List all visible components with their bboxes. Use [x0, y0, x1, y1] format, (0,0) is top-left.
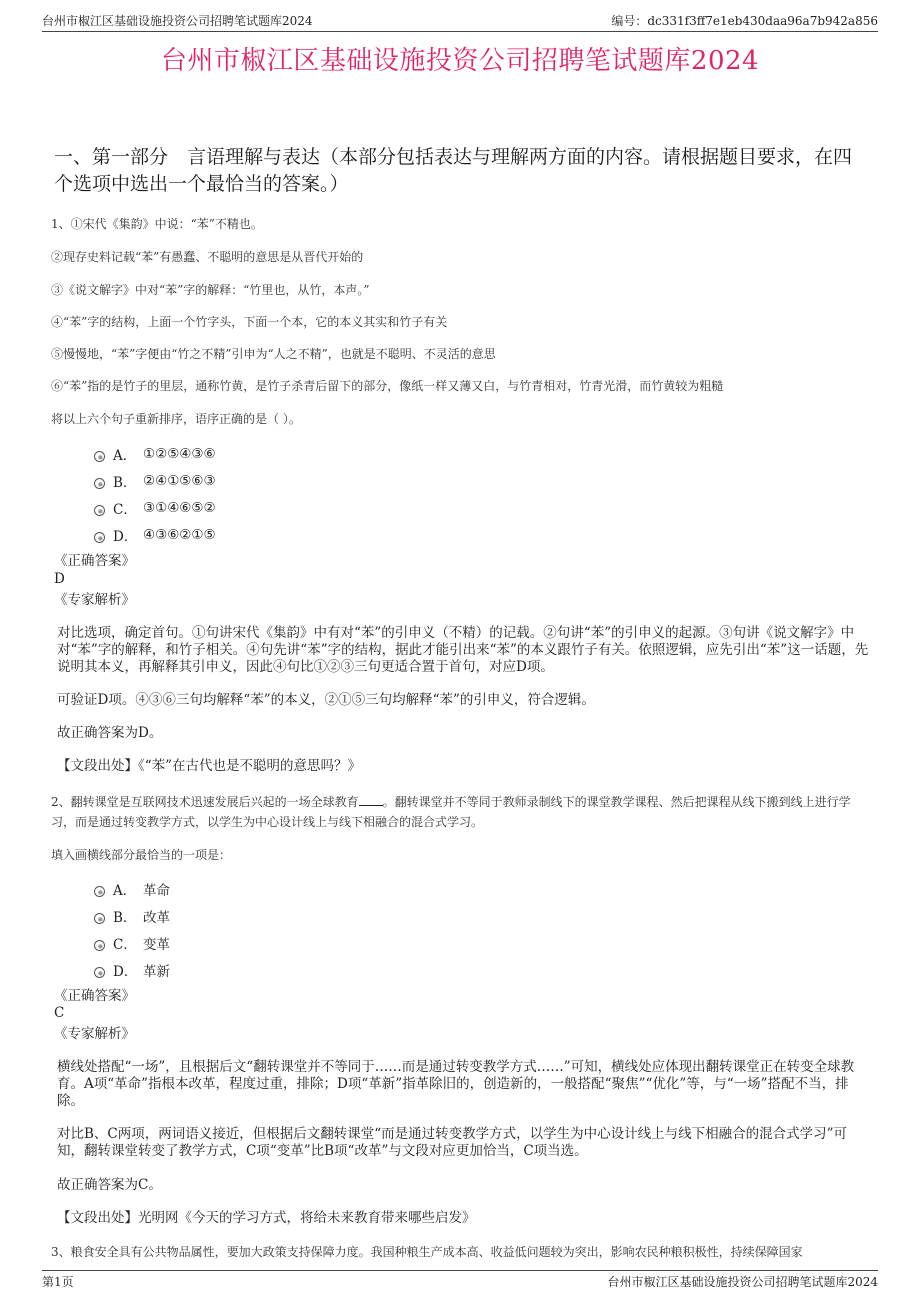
q1-analysis-2: 可验证D项。④③⑥三句均解释“苯”的本义，②①⑤三句均解释“苯”的引申义，符合逻辑。 [57, 692, 595, 708]
header-doc-title: 台州市椒江区基础设施投资公司招聘笔试题库2024 [42, 14, 313, 28]
page-title: 台州市椒江区基础设施投资公司招聘笔试题库2024 [160, 46, 760, 76]
option-label: B． [113, 910, 137, 926]
q2-prompt: 填入画横线部分最恰当的一项是： [51, 848, 232, 862]
q1-prompt: 将以上六个句子重新排序，语序正确的是（ ）。 [51, 412, 301, 426]
option-text: 革命 [143, 883, 170, 899]
q1-line-2: ②现存史料记载“苯”有愚蠢、不聪明的意思是从晋代开始的 [51, 250, 364, 264]
q2-option-b[interactable] [94, 906, 170, 926]
page-header [42, 12, 878, 32]
page-number: 第1页 [42, 1275, 74, 1289]
q1-line-4: ④“苯”字的结构，上面一个竹字头，下面一个本，它的本义其实和竹子有关 [51, 315, 448, 329]
option-label: A． [113, 883, 137, 899]
radio-icon[interactable] [94, 940, 105, 951]
fill-blank [359, 793, 383, 806]
radio-icon[interactable] [94, 532, 105, 543]
option-label: B． [113, 475, 137, 491]
q2-answer: C [54, 1005, 65, 1021]
q2-option-c[interactable] [94, 933, 170, 953]
radio-icon[interactable] [94, 451, 105, 462]
option-label: D． [113, 964, 138, 980]
q2-option-a[interactable] [94, 879, 170, 899]
radio-icon[interactable] [94, 967, 105, 978]
q1-source: 【文段出处】《“苯”在古代也是不聪明的意思吗？》 [57, 758, 362, 774]
q3-stem: 3、粮食安全具有公共物品属性，要加大政策支持保障力度。我国种粮生产成本高、收益低问题较为突出，影响农民种粮积极性，持续保障国家 [51, 1245, 803, 1259]
radio-icon[interactable] [94, 913, 105, 924]
q2-stem [51, 792, 871, 832]
page-footer [42, 1270, 878, 1290]
option-text: ③①④⑥⑤② [143, 500, 216, 516]
q1-line-1: 1、①宋代《集韵》中说：“苯”不精也。 [51, 217, 263, 231]
q2-option-d[interactable] [94, 960, 170, 980]
option-label: A． [113, 448, 137, 464]
option-text: ①②⑤④③⑥ [143, 446, 216, 462]
option-label: D． [113, 529, 138, 545]
option-text: ②④①⑤⑥③ [143, 473, 216, 489]
q1-line-6: ⑥“苯”指的是竹子的里层，通称竹黄，是竹子杀青后留下的部分，像纸一样又薄又白，与竹青相对，竹青光滑，而竹黄较为粗糙 [51, 379, 724, 393]
q1-option-a[interactable] [94, 444, 216, 464]
option-text: 变革 [143, 937, 170, 953]
option-label: C． [113, 502, 137, 518]
option-text: 革新 [143, 964, 170, 980]
q1-option-d[interactable] [94, 525, 216, 545]
q2-source: 【文段出处】光明网《今天的学习方式，将给未来教育带来哪些启发》 [57, 1210, 476, 1226]
q1-answer-label: 《正确答案》 [54, 553, 135, 569]
option-label: C． [113, 937, 137, 953]
q1-analysis-3: 故正确答案为D。 [57, 725, 163, 741]
q2-answer-label: 《正确答案》 [54, 988, 135, 1004]
q1-option-b[interactable] [94, 471, 216, 491]
option-text: 改革 [143, 910, 170, 926]
q2-stem-part-2: 。翻转课堂并不等同于教师录制线下的课堂教学课程、然后把课程从线下搬到线上进行学习，而是通过转变教学方式，以学生为中心设计线上与线下相融合的混合式学习。 [51, 795, 851, 829]
footer-doc-title: 台州市椒江区基础设施投资公司招聘笔试题库2024 [607, 1275, 878, 1289]
section-heading: 一、第一部分 言语理解与表达（本部分包括表达与理解两方面的内容。请根据题目要求，在四个选项中选出一个最恰当的答案。） [54, 146, 853, 195]
header-doc-id: 编号：dc331f3ff7e1eb430daa96a7b942a856 [611, 14, 878, 28]
q2-analysis-2: 对比B、C两项，两词语义接近，但根据后文翻转课堂“而是通过转变教学方式，以学生为中心设计线上与线下相融合的混合式学习”可知，翻转课堂转变了教学方式，C项“变革”比B项“改革”与文段对应更加恰当，C项当选。 [57, 1126, 848, 1159]
q1-answer: D [54, 571, 65, 587]
radio-icon[interactable] [94, 505, 105, 516]
radio-icon[interactable] [94, 478, 105, 489]
q1-analysis-1: 对比选项，确定首句。①句讲宋代《集韵》中有对“苯”的引申义（不精）的记载。②句讲“苯”的引申义的起源。③句讲《说文解字》中对“苯”字的解释，和竹子相关。④句先讲“苯”字的结构，据此才能引出来“苯”的本义跟竹子有关。依照逻辑，应先引出“苯”这一话题，先说明其本义，再解释其引申义，因此④句比①②③三句更适合置于首句，对应D项。 [57, 625, 869, 675]
q2-analysis-label: 《专家解析》 [54, 1026, 135, 1042]
option-text: ④③⑥②①⑤ [143, 527, 216, 543]
radio-icon[interactable] [94, 886, 105, 897]
q1-line-3: ③《说文解字》中对“苯”字的解释：“竹里也，从竹，本声。” [51, 283, 370, 297]
q2-stem-part-1: 2、翻转课堂是互联网技术迅速发展后兴起的一场全球教育 [51, 795, 359, 809]
q1-option-c[interactable] [94, 498, 216, 518]
q1-analysis-label: 《专家解析》 [54, 592, 135, 608]
q2-analysis-3: 故正确答案为C。 [57, 1177, 162, 1193]
q1-line-5: ⑤慢慢地，“苯”字便由“竹之不精”引申为“人之不精”，也就是不聪明、不灵活的意思 [51, 347, 496, 361]
q2-analysis-1: 横线处搭配“一场”，且根据后文“翻转课堂并不等同于……而是通过转变教学方式……”可知，横线处应体现出翻转课堂正在转变全球教育。A项“革命”指根本改革，程度过重，排除；D项“革新”指革除旧的，创造新的，一般搭配“聚焦”“优化”等，与“一场”搭配不当，排除。 [57, 1059, 855, 1109]
